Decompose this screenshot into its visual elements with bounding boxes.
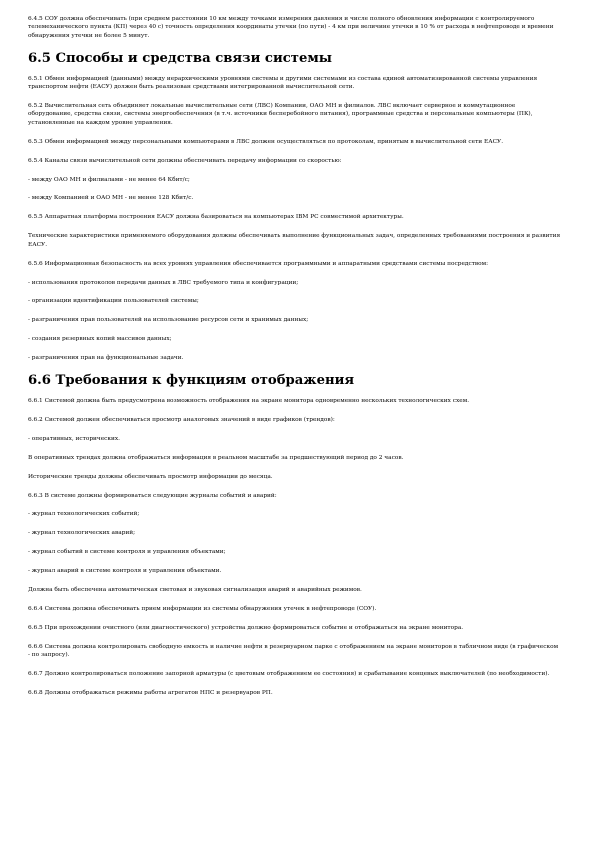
section-heading-6-6: 6.6 Требования к функциям отображения xyxy=(28,373,355,389)
list-item: - использования протоколов передачи данных в ЛВС требуемого типа и конфигурации; xyxy=(28,279,299,286)
list-item: - оперативных, исторических. xyxy=(28,435,121,442)
paragraph-6-6-4: 6.6.4 Система должна обеспечивать прием информации из системы обнаружения утечек в нефтепроводе (СОУ). xyxy=(28,606,377,612)
paragraph-6-6-3: 6.6.3 В системе должны формироваться следующие журналы событий и аварий: xyxy=(28,492,277,499)
paragraph-6-5-5: 6.5.5 Аппаратная платформа построения ЕАСУ должна базироваться на компьютерах IBM PC совместимой архитектуры. xyxy=(28,214,404,221)
paragraph-6-6-6: 6.6.6 Система должна контролировать свободную емкость и наличие нефти в резервуарном парке с отображением на экране мониторов в табличном виде (в графическом - по запросу). xyxy=(28,643,559,659)
paragraph-6-6-7: 6.6.7 Должно контролироваться положение запорной арматуры (с цветовым отображением ее состояния) и срабатывание концевых выключателей (по необходимости). xyxy=(28,671,550,678)
paragraph-operative-trends: В оперативных трендах должна отображаться информация в реальном масштабе за предшествующий период до 2 часов. xyxy=(28,454,404,461)
list-item: - журнал аварий в системе контроля и управления объектами. xyxy=(28,568,222,575)
paragraph-6-5-6: 6.5.6 Информационная безопасность на всех уровнях управления обеспечивается программными и аппаратными средствами системы посредством: xyxy=(28,260,489,267)
list-item: - организации идентификации пользователей системы; xyxy=(28,298,199,305)
list-item: - между Компанией и ОАО МН - не менее 128 Кбит/с. xyxy=(28,195,194,202)
paragraph-6-4-5: 6.4.5 СОУ должна обеспечивать (при среднем расстоянии 10 км между точками измерения давления и числе полного обновления информации с контролируемого телемеханического пункта (КП) через 40 с) точность определения координаты утечки (по пути) - 4 км при величине утечки в 10 % от расхода в нефтепроводе и времени обнаружения утечки не более 5 минут. xyxy=(28,16,554,39)
paragraph-6-5-1: 6.5.1 Обмен информацией (данными) между иерархическими уровнями системы и другими системами из состава единой автоматизированной системы управления транспортом нефти (ЕАСУ) должен быть реализован средствами интегрированной вычислительной сети. xyxy=(28,75,538,91)
paragraph-6-5-2: 6.5.2 Вычислительная сеть объединяет локальные вычислительные сети (ЛВС) Компании, ОАО МН и филиалов. ЛВС включает серверное и коммутационное оборудование, средства связи, системы энергообеспечения (в т.ч. источники бесперебойного питания), программные средства и персональные компьютеры (ПК), установленные на каждом уровне управления. xyxy=(28,103,533,126)
list-item: - журнал технологических событий; xyxy=(28,511,140,518)
list-item: - журнал технологических аварий; xyxy=(28,530,136,537)
paragraph-6-5-4: 6.5.4 Каналы связи вычислительной сети должны обеспечивать передачу информации со скоростью: xyxy=(28,157,342,164)
paragraph-alarm-signaling: Должна быть обеспечена автоматическая световая и звуковая сигнализация аварий и аварийных режимов. xyxy=(28,587,362,594)
paragraph-6-6-1: 6.6.1 Системой должна быть предусмотрена возможность отображения на экране монитора одновременно нескольких технологических схем. xyxy=(28,398,470,405)
list-item: - журнал событий в системе контроля и управления объектами; xyxy=(28,549,226,556)
paragraph-6-5-3: 6.5.3 Обмен информацией между персональными компьютерами в ЛВС должен осуществляться по протоколам, принятым в вычислительной сети ЕАСУ. xyxy=(28,138,504,145)
paragraph-6-6-5: 6.6.5 При прохождении очистного (или диагностического) устройства должно формироваться событие и отображаться на экране монитора. xyxy=(28,624,464,631)
paragraph-hardware-characteristics: Технические характеристики применяемого оборудования должны обеспечивать выполнение функциональных задач, определенных требованиями построения и развития ЕАСУ. xyxy=(28,233,561,248)
list-item: - разграничения прав пользователей на использование ресурсов сети и хранимых данных; xyxy=(28,317,309,324)
section-heading-6-5: 6.5 Способы и средства связи системы xyxy=(28,50,333,66)
paragraph-6-6-2: 6.6.2 Системой должен обеспечиваться просмотр аналоговых значений в виде графиков (трендов): xyxy=(28,416,335,423)
list-item: - создания резервных копий массивов данных; xyxy=(28,336,172,343)
list-item: - разграничения прав на функциональные задачи. xyxy=(28,355,184,362)
list-item: - между ОАО МН и филиалами - не менее 64 Кбит/с; xyxy=(28,176,190,183)
paragraph-6-6-8: 6.6.8 Должны отображаться режимы работы агрегатов НПС и резервуаров РП. xyxy=(28,690,273,697)
paragraph-historical-trends: Исторические тренды должны обеспечивать просмотр информации до месяца. xyxy=(28,473,273,480)
